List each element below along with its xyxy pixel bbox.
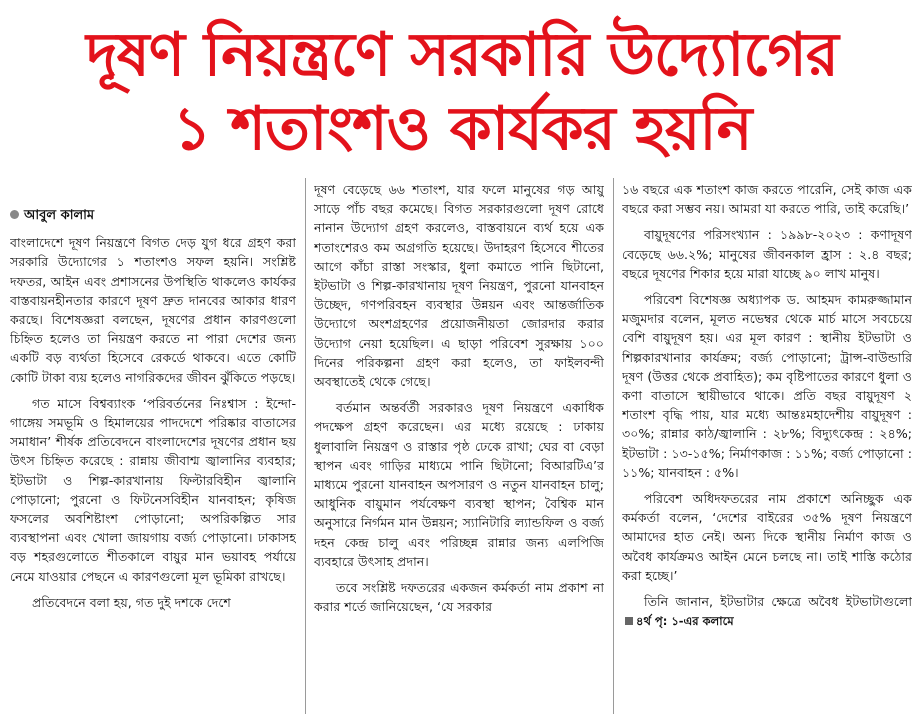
headline-line-2: ১ শতাংশও কার্যকর হয়নি: [172, 94, 752, 164]
paragraph: পরিবেশ বিশেষজ্ঞ অধ্যাপক ড. আহমদ কামরুজ্জামান মজুমদার বলেন, মূলত নভেম্বর থেকে মার্চ মাসে সবচেয়ে বেশি বায়ুদূষণ হয়। এর মূল কারণ : স্থানীয় ইটভাটা ও শিল্পকারখানার কার্যক্রম; বর্জ্য পোড়ানো; ট্রান্স-বাউন্ডারি দূষণ (উত্তর থেকে প্রবাহিত); কম বৃষ্টিপাতের কারণে ধুলা ও কণা বাতাসে স্থায়ীভাবে থাকে। প্রতি বছর বায়ুদূষণ ২ শতাংশ বৃদ্ধি পায়, যার মধ্যে আন্তঃমহাদেশীয় বায়ুদূষণ : ৩০%; রান্নার কাঠ/জ্বালানি : ২৮%; বিদ্যুৎকেন্দ্র : ২৪%; ইটভাটা : ১৩-১৫%; নির্মাণকাজ : ১১%; বর্জ্য পোড়ানো : ১১%; যানবাহন : ৫%।: [622, 292, 912, 480]
byline: [10, 206, 296, 225]
continued-on-link[interactable]: ৪র্থ পৃ: ১-এর কলামে: [636, 614, 734, 629]
paragraph: পরিবেশ অধিদফতরের নাম প্রকাশে অনিচ্ছুক এক কর্মকর্তা বলেন, ‘দেশের বাইরের ৩৫% দূষণ নিয়ন্ত্রণে আমাদের হাত নেই। অন্য দিকে স্থানীয় নির্মাণ কাজ ও অবৈধ কার্যক্রমও আইন মেনে চলছে না। তাই শাস্তি কঠোর করা হচ্ছে।’: [622, 491, 912, 583]
paragraph: বর্তমান অন্তর্বর্তী সরকারও দূষণ নিয়ন্ত্রণে একাধিক পদক্ষেপ গ্রহণ করেছেন। এর মধ্যে রয়েছে : ঢাকায় ধুলাবালি নিয়ন্ত্রণ ও রাস্তার পৃষ্ঠ ঢেকে রাখা; ঘের বা বেড়া স্থাপন এবং গাড়ির মাধ্যমে পানি ছিটানো; বিআরটিএ’র মাধ্যমে পুরনো যানবাহন অপসারণ ও নতুন যানবাহন চালু; আধুনিক বায়ুমান পর্যবেক্ষণ ব্যবস্থা স্থাপন; বৈশ্বিক মান অনুসারে নির্গমন মান উন্নয়ন; স্যানিটারি ল্যান্ডফিল ও বর্জ্য দহন কেন্দ্র চালু এবং পরিচ্ছন্ন রান্নার জন্য এলপিজি ব্যবহারে উৎসাহ প্রদান।: [314, 400, 604, 569]
headline: [0, 18, 924, 166]
paragraph-last: [622, 592, 912, 631]
column-divider: [613, 178, 614, 714]
bullet-icon: [10, 210, 19, 219]
paragraph: দূষণ বেড়েছে ৬৬ শতাংশ, যার ফলে মানুষের গড় আয়ু সাড়ে পাঁচ বছর কমেছে। বিগত সরকারগুলো দূষণ রোধে নানান উদ্যোগ গ্রহণ করলেও, বাস্তবায়নে ব্যর্থ হয়ে এক শতাংশেরও কম অগ্রগতি হয়েছে। উদাহরণ হিসেবে শীতের আগে কাঁচা রাস্তা সংস্কার, ধুলা কমাতে পানি ছিটানো, ইটভাটা ও শিল্প-কারখানায় দূষণ নিয়ন্ত্রণ, পুরনো যানবাহন উচ্ছেদ, গণপরিবহন ব্যবস্থার উন্নয়ন এবং আন্তর্জাতিক উদ্যোগে অংশগ্রহণের প্রয়োজনীয়তা জোরদার করার উদ্যোগ নেয়া হয়েছিল। এ ছাড়া পরিবেশ সুরক্ষায় ১০০ দিনের পরিকল্পনা গ্রহণ করা হলেও, তা ফাইলবন্দী অবস্থাতেই থেকে গেছে।: [314, 182, 604, 390]
paragraph: বায়ুদূষণের পরিসংখ্যান : ১৯৯৮-২০২৩ : কণাদূষণ বেড়েছে ৬৬.২%; মানুষের জীবনকাল হ্রাস : ২.৪ বছর; বছরে দূষণের শিকার হয়ে মারা যাচ্ছে ৯০ লাখ মানুষ।: [622, 227, 912, 281]
paragraph-text: তিনি জানান, ইটভাটার ক্ষেত্রে অবৈধ ইটভাটাগুলো: [644, 594, 912, 610]
article-column-1: [10, 200, 296, 715]
square-bullet-icon: [625, 617, 633, 625]
author-name: আবুল কালাম: [24, 208, 95, 223]
headline-line-1: দূষণ নিয়ন্ত্রণে সরকারি উদ্যোগের: [86, 20, 838, 90]
paragraph: তবে সংশ্লিষ্ট দফতরের একজন কর্মকর্তা নাম প্রকাশ না করার শর্তে জানিয়েছেন, ‘যে সরকার: [314, 580, 604, 615]
paragraph: গত মাসে বিশ্বব্যাংক ‘পরিবর্তনের নিঃশ্বাস : ইন্দো-গাঙ্গেয় সমভূমি ও হিমালয়ের পাদদেশে পরিষ্কার বাতাসের সমাধান’ শীর্ষক প্রতিবেদনে বাংলাদেশের দূষণের প্রধান ছয় উৎস চিহ্নিত করেছে : রান্নায় জীবাশ্ম জ্বালানির ব্যবহার; ইটভাটা ও শিল্প-কারখানায় ফিল্টারবিহীন জ্বালানি পোড়ানো; পুরনো ও ফিটনেসবিহীন যানবাহন; কৃষিজ ফসলের অবশিষ্টাংশ পোড়ানো; অপরিকল্পিত সার ব্যবস্থাপনা এবং খোলা জায়গায় বর্জ্য পোড়ানো। ঢাকাসহ বড় শহরগুলোতে শীতকালে বায়ুর মান ভয়াবহ পর্যায়ে নেমে যাওয়ার পেছনে এ কারণগুলো মূল ভূমিকা রাখছে।: [10, 395, 296, 584]
paragraph: বাংলাদেশে দূষণ নিয়ন্ত্রণে বিগত দেড় যুগ ধরে গ্রহণ করা সরকারি উদ্যোগের ১ শতাংশও সফল হয়নি। সংশ্লিষ্ট দফতর, আইন এবং প্রশাসনের উপস্থিতি থাকলেও কার্যকর বাস্তবায়নহীনতার কারণে দূষণ দ্রুত দানবের আকার ধারণ করছে। বিশেষজ্ঞরা বলছেন, দূষণের প্রধান কারণগুলো চিহ্নিত হলেও তা নিয়ন্ত্রণ করতে না পারা দেশের জন্য একটি বড় ব্যর্থতা হিসেবে রেকর্ডে থাকবে। এতে কোটি কোটি টাকা ব্যয় হলেও নাগরিকদের জীবন ঝুঁকিতে পড়ছে।: [10, 235, 296, 385]
article-column-2: [314, 180, 604, 715]
paragraph: ১৬ বছরে এক শতাংশ কাজ করতে পারেনি, সেই কাজ এক বছরে করা সম্ভব নয়। আমরা যা করতে পারি, তাই করেছি।’: [622, 182, 912, 217]
paragraph: প্রতিবেদনে বলা হয়, গত দুই দশকে দেশে: [32, 594, 231, 610]
column-divider: [305, 178, 306, 714]
article-column-3: [622, 180, 912, 715]
